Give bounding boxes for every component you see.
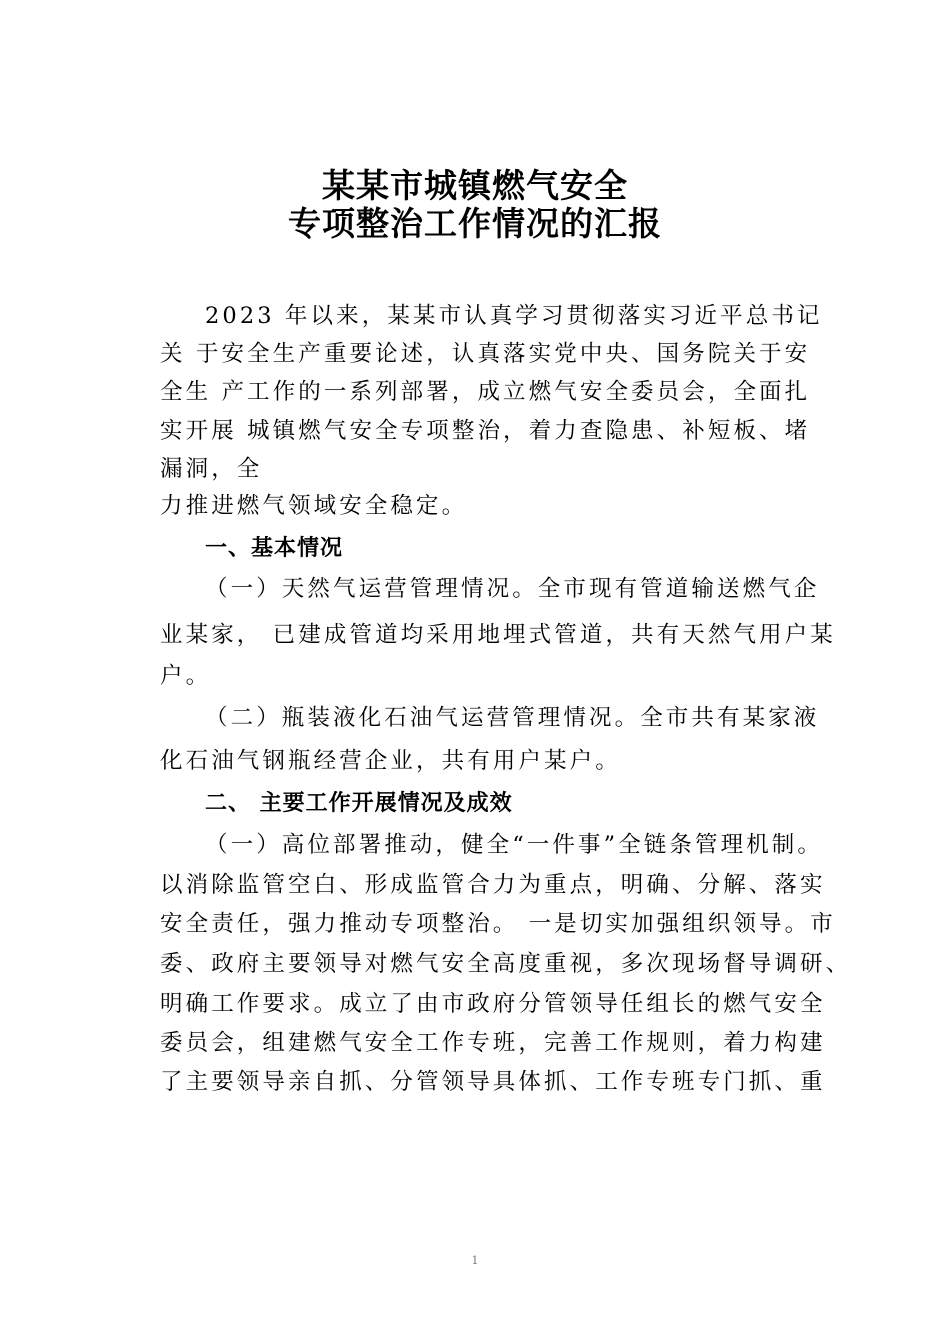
paragraph-line: 安全责任，强力推动专项整治。 一是切实加强组织领导。市 bbox=[160, 911, 836, 937]
page-number: 1 bbox=[471, 1254, 479, 1267]
paragraph-line: 了主要领导亲自抓、分管领导具体抓、工作专班专门抓、重 bbox=[160, 1069, 826, 1095]
document-title-line-2: 专项整治工作情况的汇报 bbox=[288, 204, 662, 243]
paragraph-line: （一）天然气运营管理情况。全市现有管道输送燃气企 bbox=[205, 576, 820, 602]
intro-line: 2023 年以来，某某市认真学习贯彻落实习近平总书记 bbox=[205, 303, 823, 329]
intro-line: 全生 产工作的一系列部署，成立燃气安全委员会，全面扎 bbox=[160, 379, 811, 405]
paragraph-line: 委、政府主要领导对燃气安全高度重视，多次现场督导调研、 bbox=[160, 951, 852, 977]
paragraph-line: （一）高位部署推动，健全“一件事”全链条管理机制。 bbox=[205, 832, 824, 858]
paragraph-line: （二）瓶装液化石油气运营管理情况。全市共有某家液 bbox=[205, 705, 820, 731]
intro-line: 关 于安全生产重要论述，认真落实党中央、国务院关于安 bbox=[160, 341, 811, 367]
intro-line: 漏洞，全 bbox=[160, 456, 263, 482]
paragraph-line: 明确工作要求。成立了由市政府分管领导任组长的燃气安全 bbox=[160, 991, 826, 1017]
paragraph-line: 化石油气钢瓶经营企业，共有用户某户。 bbox=[160, 748, 621, 774]
paragraph-line: 委员会，组建燃气安全工作专班，完善工作规则，着力构建 bbox=[160, 1030, 826, 1056]
section-heading-main-work: 二、 主要工作开展情况及成效 bbox=[205, 791, 513, 816]
paragraph-line: 业某家， 已建成管道均采用地埋式管道，共有天然气用户某 bbox=[160, 622, 836, 648]
intro-line: 力推进燃气领域安全稳定。 bbox=[160, 493, 468, 519]
paragraph-line: 以消除监管空白、形成监管合力为重点，明确、分解、落实 bbox=[160, 872, 826, 898]
section-heading-basic-situation: 一、基本情况 bbox=[205, 536, 344, 561]
paragraph-line: 户。 bbox=[160, 663, 212, 689]
intro-line: 实开展 城镇燃气安全专项整治，着力查隐患、补短板、堵 bbox=[160, 418, 811, 444]
document-title-line-1: 某某市城镇燃气安全 bbox=[322, 166, 628, 205]
